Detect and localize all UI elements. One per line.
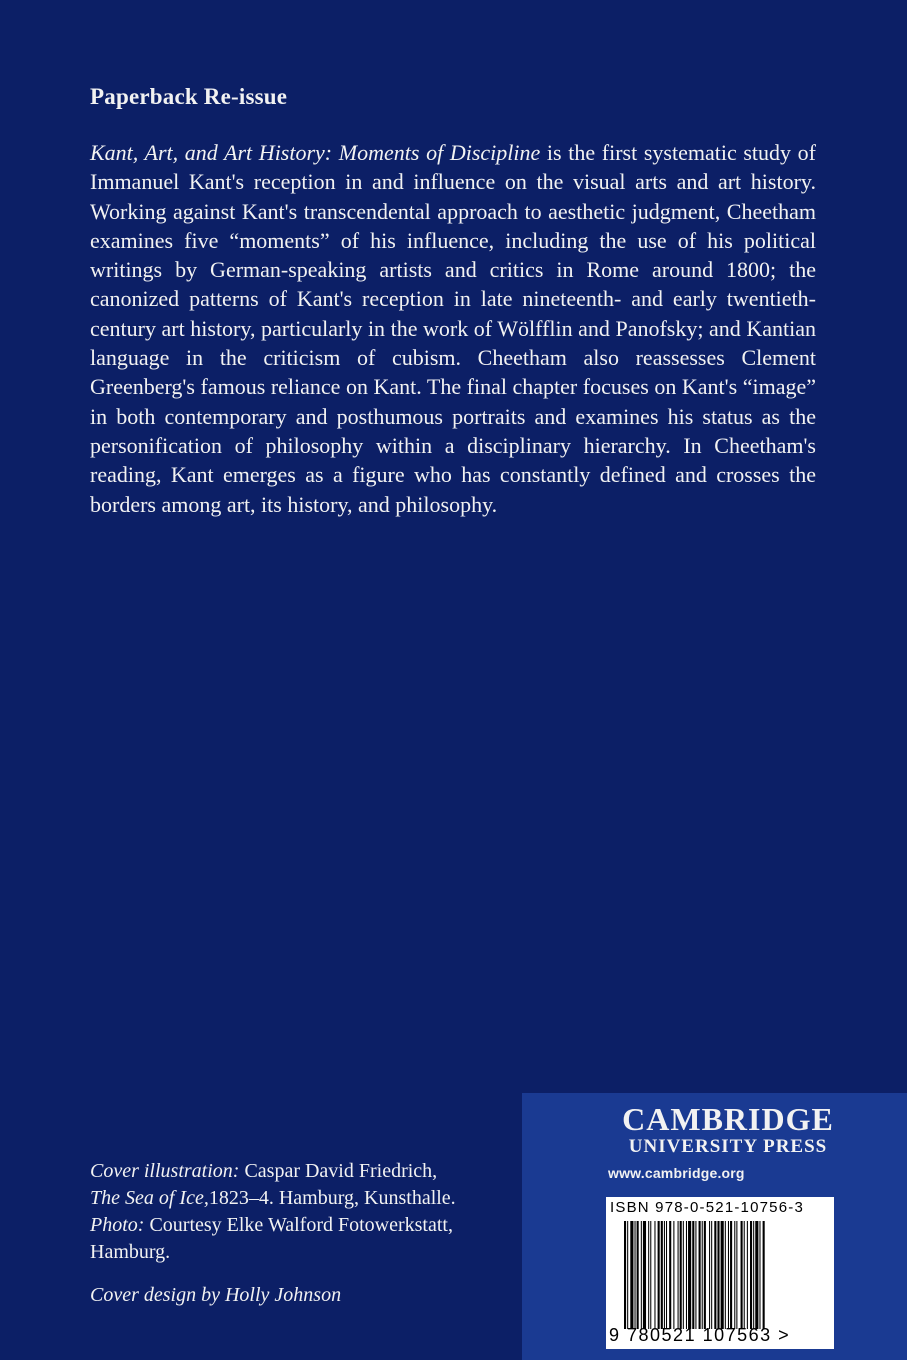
barcode (606, 1197, 834, 1349)
edition-label: Paperback Re-issue (90, 84, 288, 109)
illustration-credit (90, 1158, 510, 1266)
isbn-number: ISBN 978-0-521-10756-3 (610, 1199, 805, 1216)
publisher-name: CAMBRIDGE (622, 1101, 834, 1137)
ean-digits: 9 780521 107563 > (609, 1325, 791, 1345)
book-description (90, 138, 816, 519)
description-text: is the first systematic study of Immanuel Kant's reception in and influence on the visual arts and art history. Working against Kant's transcendental approach to aesthetic judgment, Cheetham examines five “moments” of his influence, including the use of his political writings by German-speaking artists and critics in Rome around 1800; the canonized patterns of Kant's reception in late nineteenth- and early twentieth-century art history, particularly in the work of Wölfflin and Panofsky; and Kantian language in the criticism of cubism. Cheetham also reassesses Clement Greenberg's famous reliance on Kant. The final chapter focuses on Kant's “image” in both contemporary and posthumous portraits and examines his status as the personification of philosophy within a disciplinary hierarchy. In Cheetham's reading, Kant emerges as a figure who has constantly defined and crosses the borders among art, its history, and philosophy. (90, 140, 817, 517)
cover-credits (90, 1158, 510, 1309)
illustration-label: Cover illustration: (90, 1160, 240, 1182)
barcode-bars-icon (624, 1221, 820, 1329)
photo-credit: Courtesy Elke Walford Fotowerkstatt, Hamburg. (90, 1214, 453, 1263)
design-credit: Cover design by Holly Johnson (90, 1284, 342, 1306)
publisher-url: www.cambridge.org (608, 1165, 745, 1181)
publisher-panel (522, 1093, 907, 1360)
illustration-artist: Caspar David Friedrich, (239, 1160, 438, 1182)
publisher-subtitle: UNIVERSITY PRESS (628, 1136, 828, 1157)
artwork-details: 1823–4. Hamburg, Kunsthalle. (208, 1187, 456, 1209)
photo-label: Photo: (90, 1214, 145, 1236)
artwork-title: The Sea of Ice, (90, 1187, 209, 1209)
book-title: Kant, Art, and Art History: Moments of Discipline (90, 140, 541, 165)
